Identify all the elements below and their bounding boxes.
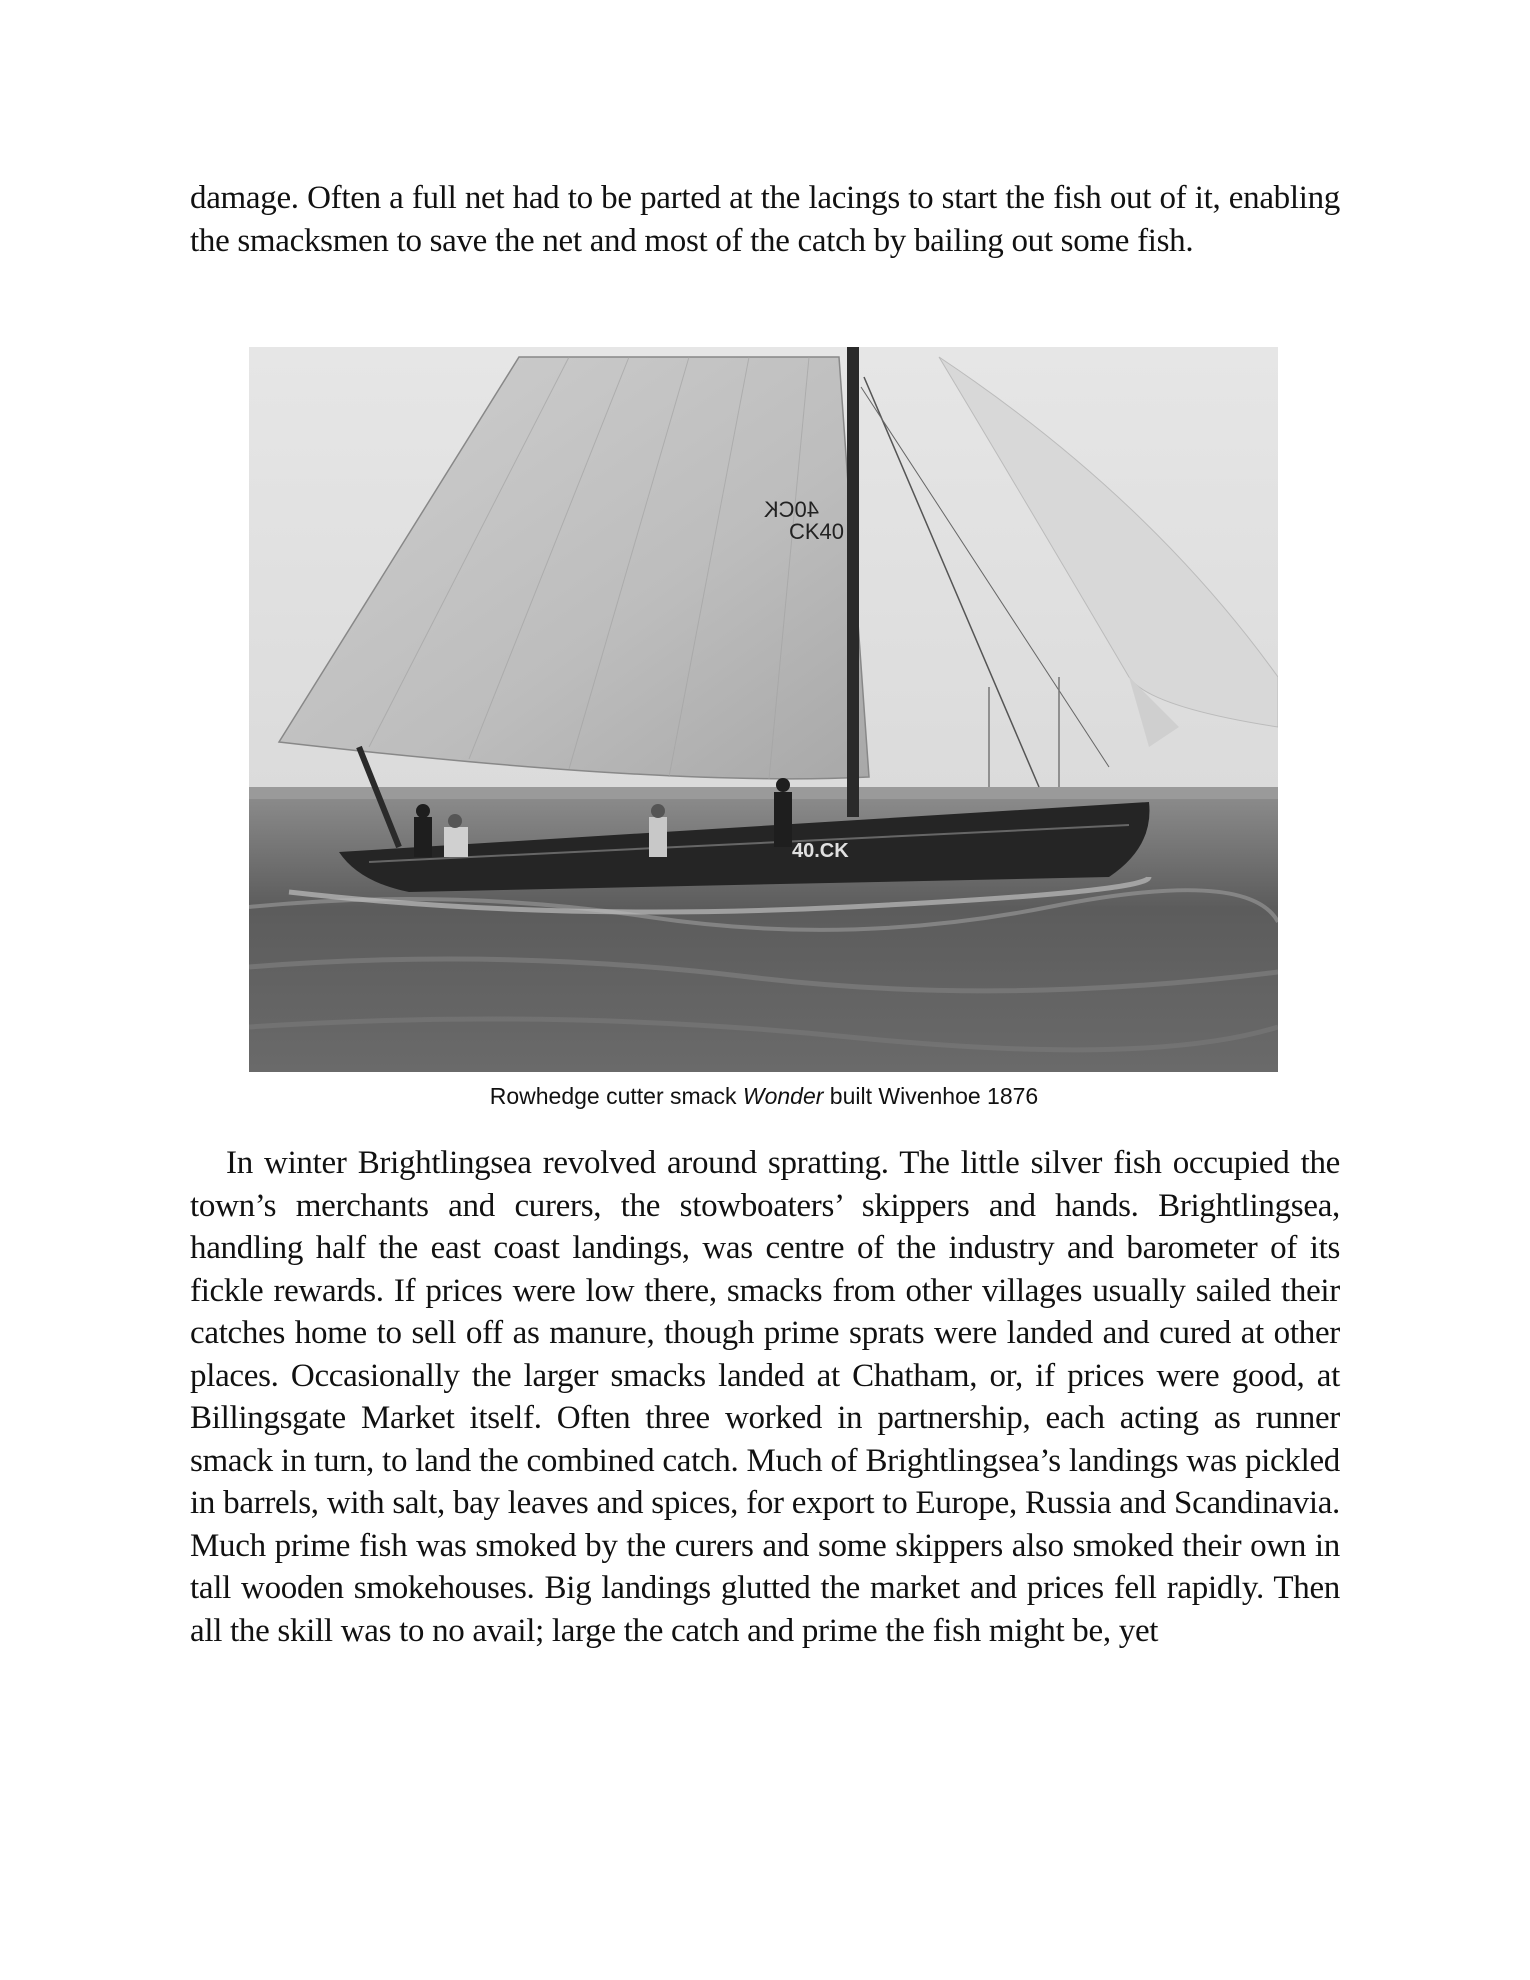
sail-mark-reversed: 40CK xyxy=(763,497,819,522)
sailing-smack-photo xyxy=(249,347,1278,1072)
caption-vessel-name: Wonder xyxy=(742,1083,824,1109)
figure-caption xyxy=(249,1083,1279,1110)
hull-mark: 40.CK xyxy=(792,840,849,862)
caption-prefix: Rowhedge cutter smack xyxy=(489,1083,743,1109)
sail-mark: CK40 xyxy=(789,519,845,544)
caption-suffix: built Wivenhoe 1876 xyxy=(823,1083,1039,1109)
paragraph-spratting: In winter Brightlingsea revolved around spratting. The little silver fish occupied the town’s merchants and curers, the stowboaters’ skippers and hands. Brightlingsea, handling half the east coast landings, was centre of the industry and barometer of its fickle rewards. If prices were low there, smacks from other villages usually sailed their catches home to sell off as manure, though prime sprats were landed and cured at other places. Occasionally the larger smacks landed at Chatham, or, if prices were good, at Billingsgate Market itself. Often three worked in partnership, each acting as runner smack in turn, to land the combined catch. Much of Brightlingsea’s landings was pickled in barrels, with salt, bay leaves and spices, for export to Europe, Russia and Scandinavia. Much prime fish was smoked by the curers and some skippers also smoked their own in tall wooden smokehouses. Big landings glutted the market and prices fell rapidly. Then all the skill was to no avail; large the catch and prime the fish might be, yet xyxy=(190,1145,1340,1649)
paragraph-continuation: damage. Often a full net had to be parted at the lacings to start the fish out of it, enabling the smacksmen to save the net and most of the catch by bailing out some fish. xyxy=(190,180,1340,259)
